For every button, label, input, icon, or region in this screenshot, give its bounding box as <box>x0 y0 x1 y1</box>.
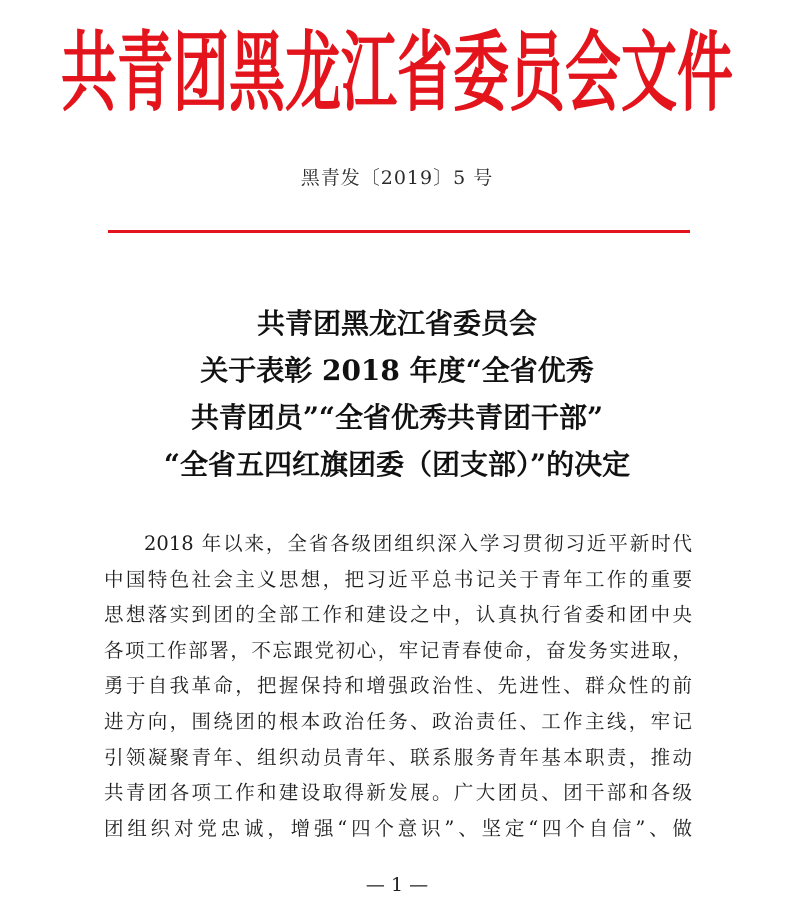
title-line: 共青团黑龙江省委员会 <box>256 307 537 340</box>
document-masthead: 共青团黑龙江省委员会文件 <box>61 21 733 125</box>
title-line: 共青团员”“全省优秀共青团干部” <box>190 401 604 434</box>
body-line: 勇于自我革命，把握保持和增强政治性、先进性、群众性的前 <box>104 674 692 698</box>
document-number: 黑青发〔2019〕5 号 <box>300 167 494 189</box>
body-line: 共青团各项工作和建设取得新发展。广大团员、团干部和各级 <box>104 781 692 805</box>
body-line: 中国特色社会主义思想，把习近平总书记关于青年工作的重要 <box>104 567 692 591</box>
body-line: 2018 年以来，全省各级团组织深入学习贯彻习近平新时代 <box>144 532 692 555</box>
body-line: 思想落实到团的全部工作和建设之中，认真执行省委和团中央 <box>104 603 692 627</box>
body-line: 团组织对党忠诚，增强“四个意识”、坚定“四个自信”、做 <box>104 816 692 840</box>
body-line: 各项工作部署，不忘跟党初心，牢记青春使命，奋发务实进取， <box>104 638 692 662</box>
red-divider-rule <box>108 230 690 233</box>
body-paragraph <box>104 526 692 846</box>
document-title <box>60 300 734 488</box>
page-number: — 1 — <box>365 874 429 896</box>
body-line: 引领凝聚青年、组织动员青年、联系服务青年基本职责，推动 <box>104 745 692 769</box>
title-line: 关于表彰 2018 年度“全省优秀 <box>200 354 594 387</box>
title-line: “全省五四红旗团委（团支部）”的决定 <box>163 448 631 481</box>
body-line: 进方向，围绕团的根本政治任务、政治责任、工作主线，牢记 <box>104 709 692 733</box>
